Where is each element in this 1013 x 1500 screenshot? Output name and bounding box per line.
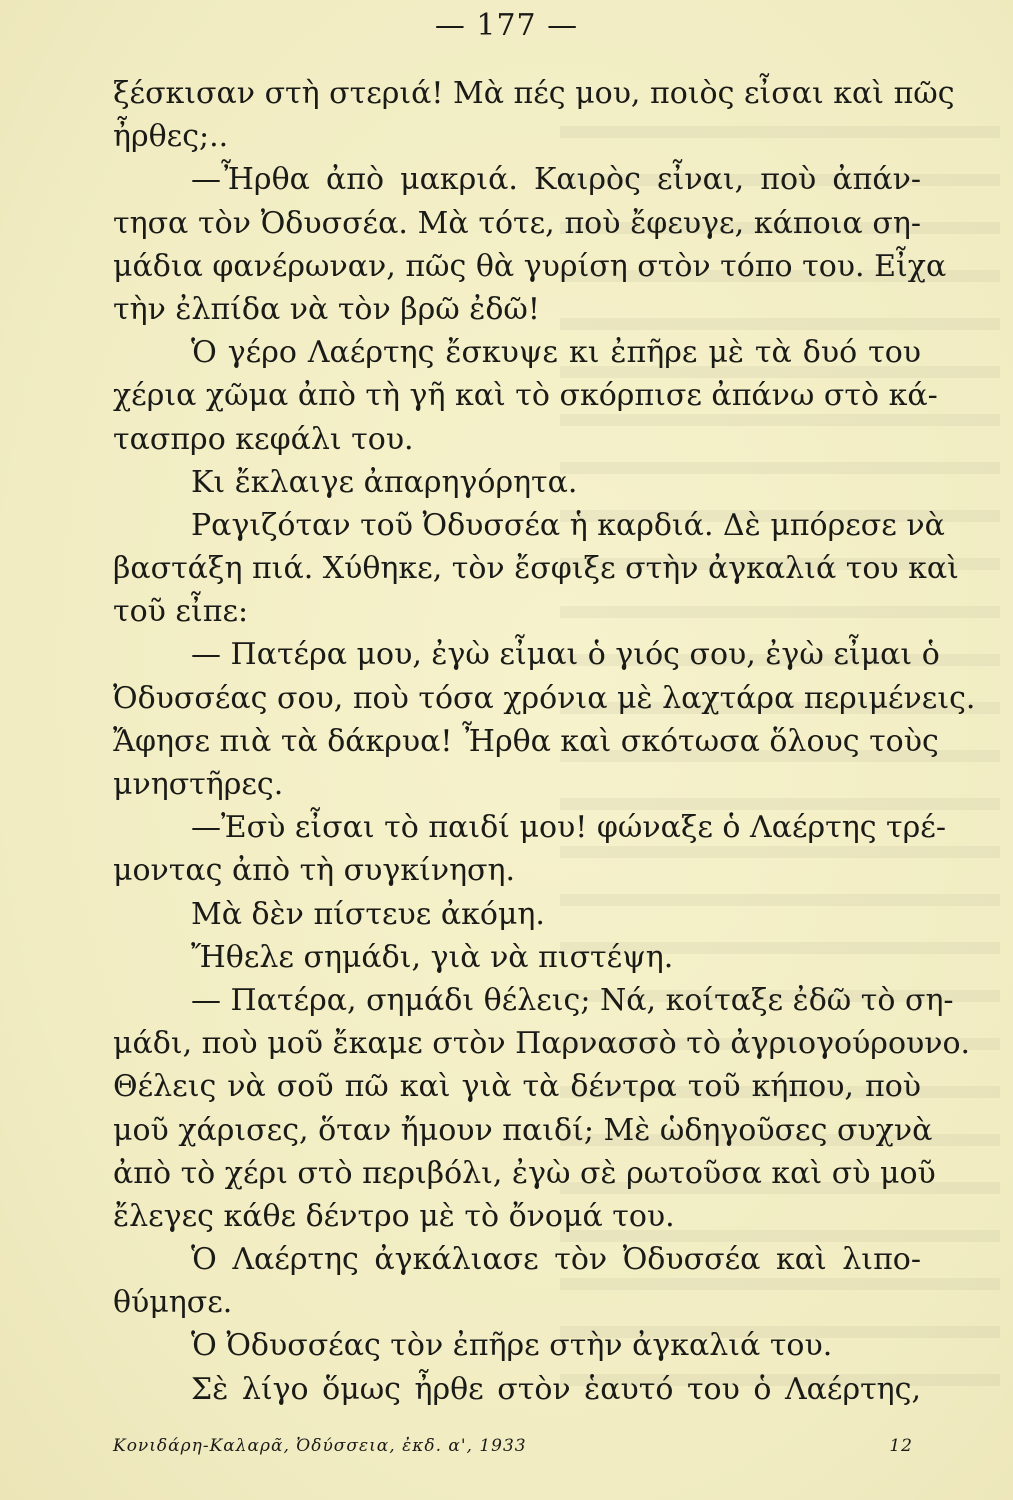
text-line: — Πατέρα μου, ἐγὼ εἶμαι ὁ γιός σου, ἐγὼ εἶμαι ὁ — [191, 637, 940, 673]
text-line: τὴν ἐλπίδα νὰ τὸν βρῶ ἐδῶ! — [113, 291, 540, 327]
text-line: Θέλεις νὰ σοῦ πῶ καὶ γιὰ τὰ δέντρα τοῦ κήπου, ποὺ — [113, 1069, 921, 1105]
text-line: Κι ἔκλαιγε ἀπαρηγόρητα. — [191, 464, 578, 500]
text-line: — Πατέρα, σημάδι θέλεις; Νά, κοίταξε ἐδῶ τὸ ση- — [191, 982, 954, 1018]
text-line: Μὰ δὲν πίστευε ἀκόμη. — [191, 896, 545, 932]
text-line: μάδια φανέρωναν, πῶς θὰ γυρίση στὸν τόπο του. Εἶχα — [113, 248, 947, 284]
text-line: Ὁ Ὀδυσσέας τὸν ἐπῆρε στὴν ἀγκαλιά του. — [191, 1328, 833, 1364]
page-number: — 177 — — [434, 8, 579, 43]
text-line: —Ἦρθα ἀπὸ μακριά. Καιρὸς εἶναι, ποὺ ἀπάν- — [191, 162, 921, 198]
text-line: Ἄφησε πιὰ τὰ δάκρυα! Ἦρθα καὶ σκότωσα ὅλους τοὺς — [113, 723, 939, 759]
text-line: ἔλεγες κάθε δέντρο μὲ τὸ ὄνομά του. — [113, 1198, 675, 1234]
text-line: Ραγιζόταν τοῦ Ὀδυσσέα ἡ καρδιά. Δὲ μπόρεσε νὰ — [191, 507, 945, 543]
text-line: μάδι, ποὺ μοῦ ἔκαμε στὸν Παρνασσὸ τὸ ἀγριογούρουνο. — [113, 1026, 971, 1062]
text-line: μοῦ χάρισες, ὅταν ἤμουν παιδί; Μὲ ὡδηγοῦσες συχνὰ — [113, 1112, 933, 1148]
text-line: θύμησε. — [113, 1285, 233, 1321]
text-line: Ἤθελε σημάδι, γιὰ νὰ πιστέψη. — [191, 939, 674, 975]
text-line: μνηστῆρες. — [113, 767, 284, 802]
text-line: —Ἐσὺ εἶσαι τὸ παιδί μου! φώναξε ὁ Λαέρτης τρέ- — [191, 810, 946, 846]
text-line: τοῦ εἶπε: — [113, 594, 249, 630]
text-line: ξέσκισαν στὴ στεριά! Μὰ πές μου, ποιὸς εἶσαι καὶ πῶς — [113, 76, 955, 111]
text-line: Ὁ γέρο Λαέρτης ἔσκυψε κι ἐπῆρε μὲ τὰ δυό του — [191, 335, 921, 371]
text-line: βαστάξη πιά. Χύθηκε, τὸν ἔσφιξε στὴν ἀγκαλιά του καὶ — [113, 551, 959, 587]
text-line: τησα τὸν Ὀδυσσέα. Μὰ τότε, ποὺ ἔφευγε, κάποια ση- — [113, 205, 921, 241]
text-line: ἀπὸ τὸ χέρι στὸ περιβόλι, ἐγὼ σὲ ρωτοῦσα καὶ σὺ μοῦ — [113, 1155, 936, 1191]
text-line: χέρια χῶμα ἀπὸ τὴ γῆ καὶ τὸ σκόρπισε ἀπάνω στὸ κά- — [113, 378, 938, 414]
text-line: ἦρθες;.. — [113, 119, 229, 155]
text-line: μοντας ἀπὸ τὴ συγκίνηση. — [113, 853, 516, 889]
text-line: Σὲ λίγο ὅμως ἦρθε στὸν ἑαυτό του ὁ Λαέρτης, — [191, 1371, 921, 1407]
text-line: Ὁ Λαέρτης ἀγκάλιασε τὸν Ὀδυσσέα καὶ λιπο- — [191, 1242, 921, 1278]
signature-mark: 12 — [889, 1436, 913, 1456]
body-text — [113, 72, 976, 1411]
text-line: τασπρο κεφάλι του. — [113, 421, 414, 457]
footer-source: Κονιδάρη-Καλαρᾶ, Ὀδύσσεια, ἐκδ. α', 1933 — [113, 1436, 527, 1456]
text-line: Ὀδυσσέας σου, ποὺ τόσα χρόνια μὲ λαχτάρα περιμένεις. — [113, 680, 976, 716]
